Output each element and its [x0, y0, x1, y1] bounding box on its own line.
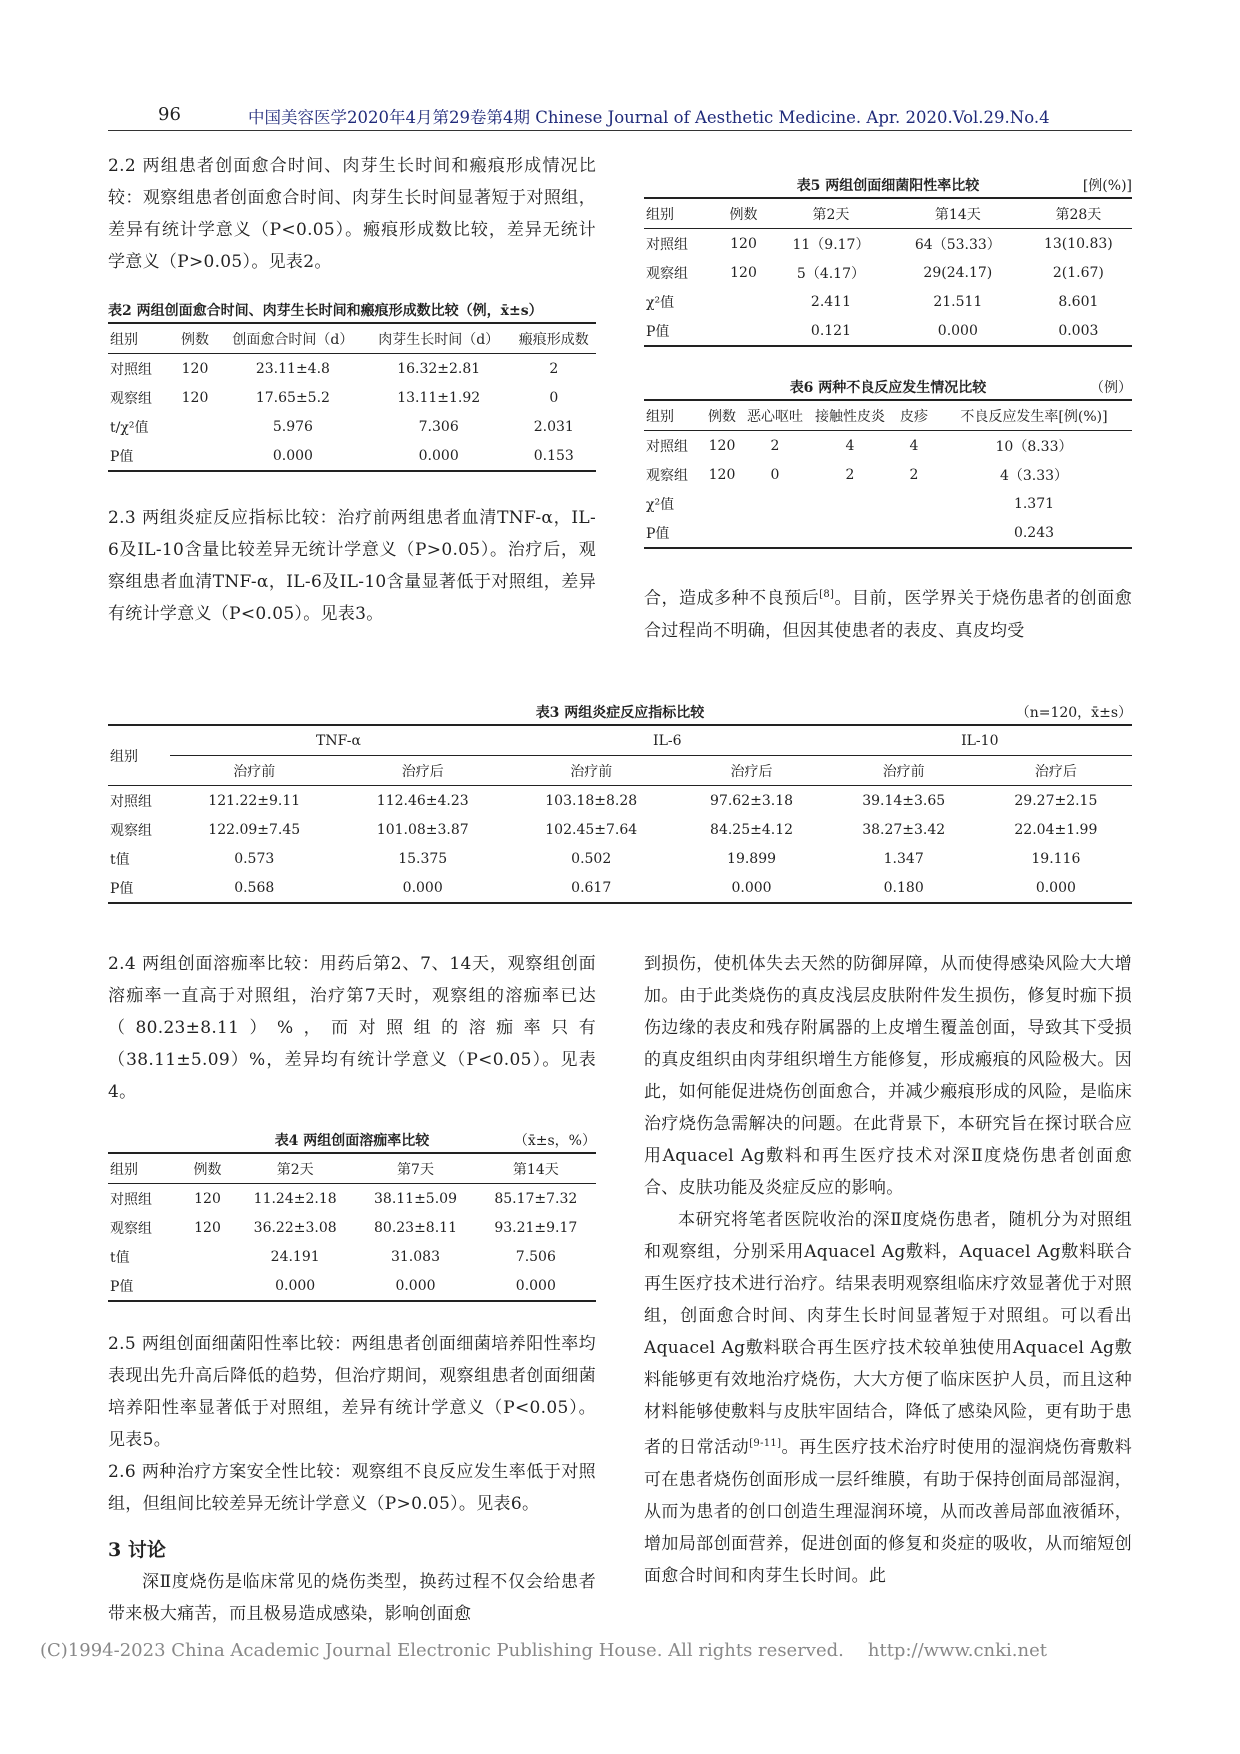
table-cell: 84.25±4.12: [710, 821, 794, 838]
table-cell: 15.375: [398, 850, 448, 867]
table-cell: 11（9.17）: [792, 236, 870, 253]
table-cell: 103.18±8.28: [545, 792, 638, 809]
table-cell: 13.11±1.92: [397, 389, 481, 406]
discussion-para-2: 到损伤，使机体失去天然的防御屏障，从而使得感染风险大大增加。由于此类烧伤的真皮浅层皮肤附件发生损伤，修复时痂下损伤边缘的表皮和残存附属器的上皮增生覆盖创面，导致其下受损的真皮组织由肉芽组织增生方能修复，形成瘢痕的风险极大。因此，如何能促进烧伤创面愈合，并减少瘢痕形成的风险，是临床治疗烧伤急需解决的问题。在此背景下，本研究旨在探讨联合应用Aquacel Ag敷料和再生医疗技术对深Ⅱ度烧伤患者创面愈合、皮肤功能及炎症反应的影响。: [644, 954, 1132, 1198]
left-column: [108, 150, 596, 630]
table-header-row: [108, 323, 596, 354]
table-cell: 11.24±2.18: [253, 1190, 337, 1207]
table-cell: P值: [646, 323, 670, 340]
table-cell: [716, 316, 771, 346]
table-5: [644, 175, 1132, 347]
column-header: 皮疹: [892, 400, 936, 431]
table-cell: 2.411: [810, 293, 852, 310]
table-cell: 23.11±4.8: [255, 360, 330, 377]
table-row: [108, 1184, 596, 1214]
table-row: [644, 258, 1132, 287]
table-2: [108, 300, 596, 472]
table-cell: 21.511: [933, 293, 983, 310]
subheader-before: 治疗前: [507, 756, 675, 786]
table-cell: 120: [708, 466, 736, 483]
section-2-3: 2.3 两组炎症反应指标比较：治疗前两组患者血清TNF-α，IL-6及IL-10含量比较差异无统计学意义（P>0.05）。治疗后，观察组患者血清TNF-α，IL-6及IL-10含量显著低于对照组，差异有统计学意义（P<0.05）。见表3。: [108, 508, 596, 624]
table-cell: 0.502: [571, 850, 612, 867]
indicator-header: TNF-α: [170, 725, 507, 756]
table-cell: 16.32±2.81: [397, 360, 481, 377]
table-row: [644, 229, 1132, 259]
table-cell: 19.899: [727, 850, 777, 867]
table-cell: 0.000: [937, 322, 978, 339]
table-cell: 对照组: [646, 438, 688, 455]
table-group-header-row: [108, 725, 1132, 756]
table-cell: 7.506: [515, 1248, 556, 1265]
table-cell: 29.27±2.15: [1014, 792, 1098, 809]
journal-title: 中国美容医学2020年4月第29卷第4期 Chinese Journal of Aesthetic Medicine. Apr. 2020.Vol.29.No.4: [248, 108, 1050, 127]
table-cell: 2.031: [533, 418, 574, 435]
subheader-after: 治疗后: [338, 756, 506, 786]
column-header: 第2天: [235, 1153, 355, 1184]
table-cell: 31.083: [390, 1248, 440, 1265]
table-cell: P值: [110, 1278, 134, 1295]
subheader-before: 治疗前: [170, 756, 338, 786]
table-cell: 64（53.33）: [914, 236, 1001, 253]
section-2-2: 2.2 两组患者创面愈合时间、肉芽生长时间和瘢痕形成情况比较：观察组患者创面愈合时间、肉芽生长时间显著短于对照组，差异有统计学意义（P<0.05）。瘢痕形成数比较，差异无统计学意义（P>0.05）。见表2。: [108, 156, 596, 272]
table-cell: 120: [708, 437, 736, 454]
table-cell: 4: [909, 437, 919, 454]
table-cell: 120: [181, 389, 209, 406]
table-cell: 85.17±7.32: [494, 1190, 578, 1207]
table-5-caption: 表5 两组创面细菌阳性率比较 [例(%)]: [796, 178, 1132, 194]
table-subheader-row: [108, 756, 1132, 786]
table-row: [108, 1242, 596, 1271]
table-cell: 1.347: [883, 850, 924, 867]
table-cell: 0.000: [395, 1277, 436, 1294]
column-header: 例数: [170, 323, 220, 354]
table-cell: [808, 518, 892, 548]
table-cell: 2: [770, 437, 780, 454]
table-5-grid: [644, 197, 1132, 347]
table-cell: 19.116: [1031, 850, 1081, 867]
column-header: 接触性皮炎: [808, 400, 892, 431]
table-row: [644, 489, 1132, 518]
table-cell: 1.371: [1013, 495, 1055, 512]
column-header: 第14天: [891, 198, 1025, 229]
table-cell: 5.976: [272, 418, 313, 435]
table-cell: 0: [770, 466, 780, 483]
table-cell: 4: [845, 437, 855, 454]
table-cell: 0.121: [810, 322, 852, 339]
column-header: 恶心呕吐: [742, 400, 808, 431]
left-column-bottom: [108, 948, 596, 1630]
table-cell: [808, 489, 892, 518]
table-cell: 80.23±8.11: [374, 1219, 457, 1236]
table-cell: [170, 441, 220, 471]
column-header: 第14天: [476, 1153, 596, 1184]
column-header: 瘢痕形成数: [512, 323, 596, 354]
table-cell: [742, 518, 808, 548]
table-row: [644, 431, 1132, 461]
table-cell: [170, 412, 220, 441]
column-header: 肉芽生长时间（d）: [366, 323, 512, 354]
table-cell: t/χ²值: [110, 419, 149, 436]
table-cell: 0.000: [275, 1277, 316, 1294]
table-cell: 0.000: [402, 879, 443, 896]
table-cell: 对照组: [646, 236, 688, 253]
table-cell: 38.11±5.09: [374, 1190, 457, 1207]
subheader-after: 治疗后: [980, 756, 1132, 786]
table-cell: 102.45±7.64: [545, 821, 638, 838]
table-cell: 0.000: [515, 1277, 556, 1294]
cnki-url[interactable]: http://www.cnki.net: [867, 1640, 1047, 1661]
table-cell: 对照组: [110, 361, 152, 378]
running-header: [108, 100, 1132, 131]
table-cell: 101.08±3.87: [376, 821, 469, 838]
table-cell: 122.09±7.45: [208, 821, 301, 838]
table-cell: 0.180: [883, 879, 924, 896]
table-cell: 0.000: [418, 447, 459, 464]
table-cell: [716, 287, 771, 316]
table-6-caption: 表6 两种不良反应发生情况比较 （例）: [789, 380, 1132, 396]
table-cell: χ²值: [646, 294, 675, 311]
table-row: [108, 412, 596, 441]
table-cell: 2: [909, 466, 919, 483]
table-cell: 22.04±1.99: [1014, 821, 1098, 838]
indicator-header: IL-10: [828, 725, 1132, 756]
table-cell: 8.601: [1058, 293, 1099, 310]
table-cell: [180, 1242, 235, 1271]
table-row: [108, 441, 596, 471]
table-row: [108, 383, 596, 412]
table-cell: 97.62±3.18: [710, 792, 794, 809]
table-4-grid: [108, 1152, 596, 1302]
citation-8: [8]: [819, 589, 835, 600]
table-cell: 13(10.83): [1043, 235, 1113, 252]
table-cell: 120: [181, 360, 209, 377]
table-cell: 7.306: [418, 418, 459, 435]
copyright-text: (C)1994-2023 China Academic Journal Electronic Publishing House. All rights reserved.: [40, 1640, 844, 1661]
column-header: 例数: [180, 1153, 235, 1184]
table-4: [108, 1130, 596, 1302]
table-2-grid: [108, 322, 596, 472]
table-cell: 0: [549, 389, 559, 406]
column-header: 第2天: [771, 198, 891, 229]
table-row: [644, 287, 1132, 316]
table-cell: 17.65±5.2: [255, 389, 330, 406]
table-cell: 0.000: [731, 879, 772, 896]
table-row: [108, 815, 1132, 844]
table-row: [108, 873, 1132, 903]
table-cell: [180, 1271, 235, 1301]
column-header: 组别: [108, 725, 170, 786]
table-header-row: [644, 400, 1132, 431]
table-cell: 4（3.33）: [999, 467, 1069, 484]
table-row: [108, 1271, 596, 1301]
column-header: 组别: [644, 198, 716, 229]
subheader-before: 治疗前: [828, 756, 980, 786]
column-header: 第28天: [1025, 198, 1132, 229]
table-row: [644, 518, 1132, 548]
table-cell: 0.617: [571, 879, 612, 896]
table-cell: 120: [730, 235, 757, 252]
column-header: 创面愈合时间（d）: [220, 323, 366, 354]
table-cell: [892, 518, 936, 548]
table-cell: 38.27±3.42: [862, 821, 946, 838]
table-cell: [892, 489, 936, 518]
column-header: 第7天: [355, 1153, 475, 1184]
indicator-header: IL-6: [507, 725, 828, 756]
table-cell: [702, 518, 742, 548]
table-cell: 0.243: [1013, 524, 1055, 541]
table-cell: 36.22±3.08: [253, 1219, 337, 1236]
section-2-5: 2.5 两组创面细菌阳性率比较：两组患者创面细菌培养阳性率均表现出先升高后降低的趋势，但治疗期间，观察组患者创面细菌培养阳性率显著低于对照组，差异有统计学意义（P<0.05）。见表5。: [108, 1334, 596, 1450]
table-3: [108, 702, 1132, 904]
table-cell: 观察组: [110, 390, 152, 407]
table-row: [108, 354, 596, 384]
table-row: [108, 1213, 596, 1242]
column-header: 例数: [702, 400, 742, 431]
column-header: 组别: [644, 400, 702, 431]
table-4-caption: 表4 两组创面溶痂率比较 （x̄±s，%）: [274, 1133, 596, 1149]
table-cell: 93.21±9.17: [494, 1219, 578, 1236]
table-row: [108, 786, 1132, 816]
table-cell: 0.000: [272, 447, 313, 464]
table-2-caption: 表2 两组创面愈合时间、肉芽生长时间和瘢痕形成数比较（例，x̄±s）: [108, 303, 543, 319]
table-cell: [742, 489, 808, 518]
section-3-heading: 3 讨论: [108, 1539, 166, 1561]
column-header: 例数: [716, 198, 771, 229]
column-header: 组别: [108, 1153, 180, 1184]
right-column-bottom: [644, 948, 1132, 1592]
right-column-top: [644, 175, 1132, 647]
table-header-row: [644, 198, 1132, 229]
table-cell: 0.153: [533, 447, 574, 464]
subheader-after: 治疗后: [675, 756, 827, 786]
table-6-grid: [644, 399, 1132, 549]
table-cell: 5（4.17）: [796, 265, 866, 282]
table-row: [108, 844, 1132, 873]
column-header: 组别: [108, 323, 170, 354]
table-cell: P值: [110, 880, 134, 897]
table-cell: 121.22±9.11: [208, 792, 301, 809]
table-cell: 39.14±3.65: [862, 792, 946, 809]
table-cell: P值: [110, 448, 134, 465]
table-cell: t值: [110, 851, 130, 868]
table-cell: 2: [845, 466, 855, 483]
page-number: 96: [158, 104, 181, 125]
table-cell: 观察组: [646, 265, 688, 282]
table-cell: 0.573: [234, 850, 275, 867]
table-row: [644, 316, 1132, 346]
table-cell: t值: [110, 1249, 130, 1266]
table-cell: 观察组: [646, 467, 688, 484]
table-cell: 对照组: [110, 1191, 152, 1208]
table-3-caption: 表3 两组炎症反应指标比较 （n=120，x̄±s）: [535, 705, 1132, 721]
copyright-footer: [40, 1640, 1047, 1661]
table-header-row: [108, 1153, 596, 1184]
table-3-grid: [108, 724, 1132, 904]
table-cell: 112.46±4.23: [376, 792, 469, 809]
table-cell: 10（8.33）: [995, 438, 1073, 455]
discussion-para-cont: 合，造成多种不良预后[8]。目前，医学界关于烧伤患者的创面愈合过程尚不明确，但因其使患者的表皮、真皮均受: [644, 588, 1132, 641]
table-cell: 2(1.67): [1052, 264, 1104, 281]
table-cell: 29(24.17): [923, 264, 993, 281]
table-cell: 0.000: [1035, 879, 1076, 896]
table-cell: 120: [730, 264, 757, 281]
discussion-para-1: 深Ⅱ度烧伤是临床常见的烧伤类型，换药过程不仅会给患者带来极大痛苦，而且极易造成感染，影响创面愈: [108, 1572, 596, 1624]
table-cell: χ²值: [646, 496, 675, 513]
table-cell: 0.003: [1058, 322, 1099, 339]
section-2-4: 2.4 两组创面溶痂率比较：用药后第2、7、14天，观察组创面溶痂率一直高于对照组，治疗第7天时，观察组的溶痂率已达（80.23±8.11）%，而对照组的溶痂率只有（38.11±5.09）%，差异均有统计学意义（P<0.05）。见表4。: [108, 954, 596, 1102]
table-cell: 120: [194, 1219, 221, 1236]
table-cell: 2: [549, 360, 559, 377]
column-header: 不良反应发生率[例(%)]: [936, 400, 1132, 431]
table-cell: P值: [646, 525, 670, 542]
table-cell: 对照组: [110, 793, 152, 810]
discussion-para-3: 本研究将笔者医院收治的深Ⅱ度烧伤患者，随机分为对照组和观察组，分别采用Aquacel Ag敷料，Aquacel Ag敷料联合再生医疗技术进行治疗。结果表明观察组临床疗效显著优于对照组，创面愈合时间、肉芽生长时间显著短于对照组。可以看出Aquacel Ag敷料联合再生医疗技术较单独使用Aquacel Ag敷料能够更有效地治疗烧伤，大大方便了临床医护人员，而且这种材料能够使敷料与皮肤牢固结合，降低了感染风险，更有助于患者的日常活动[9-11]。再生医疗技术治疗时使用的湿润烧伤膏敷料可在患者烧伤创面形成一层纤维膜，有助于保持创面局部湿润，从而为患者的创口创造生理湿润环境，从而改善局部血液循环，增加局部创面营养，促进创面的修复和炎症的吸收，从而缩短创面愈合时间和肉芽生长时间。此: [644, 1210, 1132, 1586]
table-row: [644, 460, 1132, 489]
table-6: [644, 377, 1132, 549]
citation-9-11: [9-11]: [749, 1438, 782, 1449]
table-cell: 观察组: [110, 822, 152, 839]
table-cell: 观察组: [110, 1220, 152, 1237]
section-2-6: 2.6 两种治疗方案安全性比较：观察组不良反应发生率低于对照组，但组间比较差异无统计学意义（P>0.05）。见表6。: [108, 1462, 596, 1514]
table-cell: 120: [194, 1190, 221, 1207]
table-cell: [702, 489, 742, 518]
table-cell: 24.191: [270, 1248, 320, 1265]
table-cell: 0.568: [234, 879, 275, 896]
